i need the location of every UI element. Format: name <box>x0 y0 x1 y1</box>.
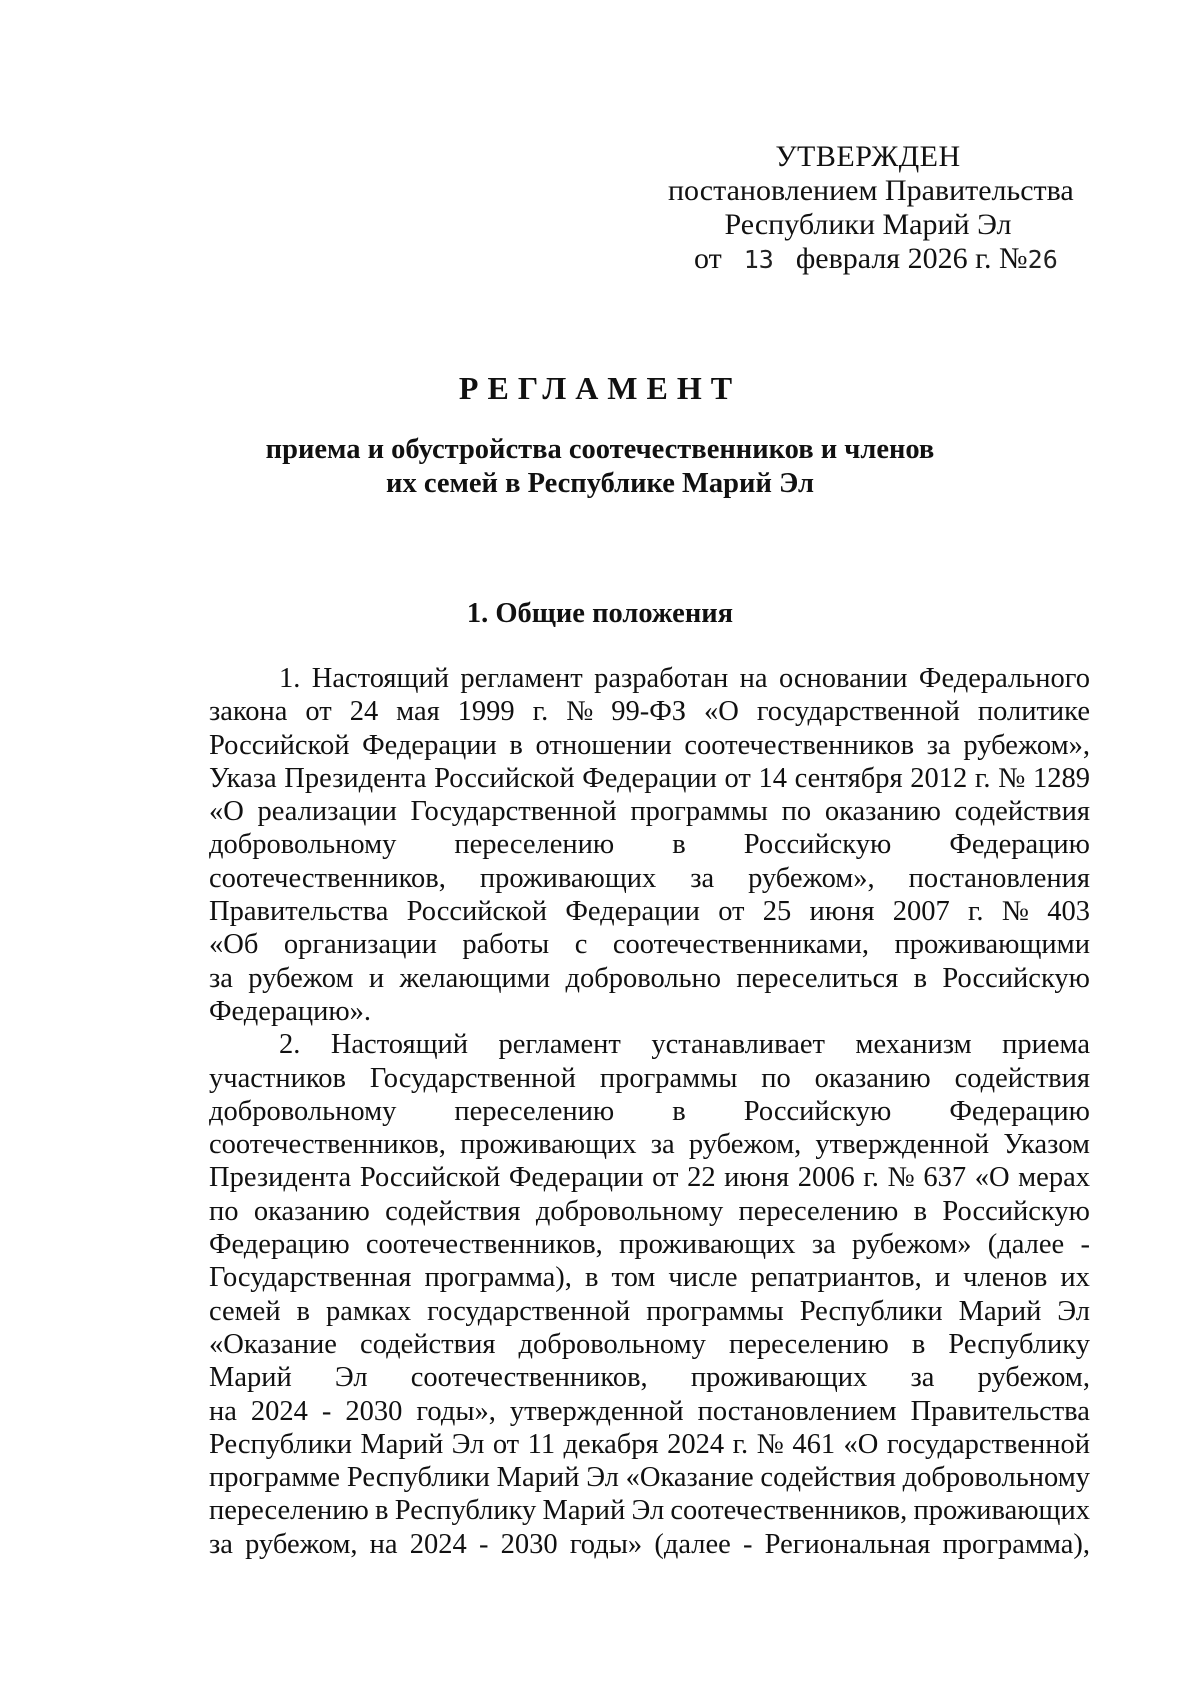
word: их <box>1060 1262 1090 1294</box>
subtitle-line-2: их семей в Республике Марий Эл <box>386 468 814 499</box>
word: Федерации <box>508 1162 644 1194</box>
paragraph1-line <box>209 828 1090 861</box>
document-number: 26 <box>1027 245 1058 274</box>
word: Российскую <box>942 1195 1090 1227</box>
paragraph1-line <box>209 729 1090 762</box>
word: программа), <box>942 1528 1090 1560</box>
word: членов <box>963 1262 1048 1294</box>
word: постановления <box>908 862 1090 894</box>
word: рубежом», <box>748 862 875 894</box>
word: желающими <box>399 962 551 994</box>
word: рубежом, <box>245 1528 358 1560</box>
word: г. <box>532 696 549 728</box>
section-heading: 1. Общие положения <box>466 598 734 629</box>
word: № <box>1001 896 1029 928</box>
word: Настоящий <box>330 1029 469 1061</box>
word: № <box>756 1428 784 1460</box>
paragraph1-line <box>209 695 1090 728</box>
word: в <box>911 1328 926 1360</box>
word: № <box>887 1162 915 1194</box>
date-prefix: от <box>694 242 722 275</box>
word: утвержденной <box>509 1395 684 1427</box>
word: в <box>296 1295 310 1327</box>
word: на <box>739 663 768 694</box>
word: программы <box>646 1295 784 1327</box>
word: переселению <box>454 1095 615 1127</box>
word: Федерацию <box>949 829 1090 861</box>
word: механизм <box>855 1029 972 1061</box>
word: проживающими <box>894 929 1090 961</box>
word: Указом <box>1003 1129 1090 1161</box>
word: содействия <box>954 1062 1090 1094</box>
word: 1. <box>279 663 301 694</box>
word: Региональная <box>764 1528 931 1560</box>
paragraph2-line <box>209 1461 1090 1494</box>
word: от <box>305 696 332 728</box>
word: добровольному <box>518 1328 706 1360</box>
word: проживающих <box>479 862 657 894</box>
paragraph1-line <box>209 662 1090 695</box>
word: Российской <box>359 1162 501 1194</box>
word: соотечественников <box>684 729 915 761</box>
word: 22 <box>687 1162 716 1194</box>
word: от <box>718 896 745 928</box>
word: 2024 <box>409 1528 467 1560</box>
word: 637 <box>923 1162 967 1194</box>
word: г. <box>732 1428 749 1460</box>
word: на <box>369 1528 398 1560</box>
word: в <box>672 1095 686 1127</box>
word: декабря <box>563 1428 659 1460</box>
word: за <box>811 1229 836 1261</box>
word: соотечественников, <box>209 862 446 894</box>
word: 1999 <box>457 696 515 728</box>
word: Российской <box>406 896 548 928</box>
word: добровольному <box>209 1095 397 1127</box>
word: июня <box>724 1162 790 1194</box>
word: переселиться <box>736 962 899 994</box>
word: соотечественников, <box>365 1229 603 1261</box>
word: за <box>650 1129 675 1161</box>
word: рубежом» <box>852 1229 972 1261</box>
word: 2030 <box>345 1395 403 1427</box>
word: Эл <box>334 1362 368 1394</box>
paragraph2-line <box>209 1228 1090 1261</box>
word: «О <box>843 1428 879 1460</box>
word: Президента <box>209 1162 352 1194</box>
word: «О <box>704 696 739 728</box>
word: в <box>913 1195 928 1227</box>
word: Республики <box>799 1295 943 1327</box>
word: регламент <box>498 1029 621 1061</box>
approved-label: УТВЕРЖДЕН <box>775 140 961 173</box>
word: «О <box>209 796 244 828</box>
document-title: РЕГЛАМЕНТ <box>458 370 742 406</box>
word: соотечественников, <box>209 1129 446 1161</box>
document-subtitle <box>0 433 1200 501</box>
word: г. <box>863 1162 879 1194</box>
word: Российской <box>434 762 575 794</box>
paragraph2-line <box>209 1261 1090 1294</box>
word: 2030 <box>500 1528 558 1560</box>
word: государственной <box>756 696 960 728</box>
word: на <box>209 1395 237 1427</box>
paragraph1-line <box>209 862 1090 895</box>
word: 25 <box>762 896 792 928</box>
word: переселению <box>738 1195 899 1227</box>
word: 14 <box>758 762 787 794</box>
word: Марий <box>496 1462 580 1494</box>
word: программе <box>209 1462 341 1494</box>
word: добровольно <box>565 962 722 994</box>
word: Настоящий <box>311 663 449 694</box>
word: 1289 <box>1032 762 1090 794</box>
word: Республики <box>346 1462 490 1494</box>
paragraph2-line <box>209 1295 1090 1328</box>
word: Федерации <box>565 896 700 928</box>
word: переселению <box>454 829 615 861</box>
word: рубежом, <box>688 1129 802 1161</box>
approval-line-2: Республики Марий Эл <box>724 208 1012 241</box>
word: оказанию <box>253 1195 370 1227</box>
word: 2006 <box>797 1162 855 1194</box>
paragraph2-line <box>209 1095 1090 1128</box>
word: Республику <box>948 1328 1090 1360</box>
word: Российскую <box>743 829 892 861</box>
paragraph1-line <box>209 795 1090 828</box>
word: г. <box>967 896 984 928</box>
word: (далее <box>654 1528 731 1560</box>
approval-date-line <box>668 242 1068 277</box>
word: по <box>209 1195 239 1227</box>
paragraph2-line <box>209 1328 1090 1361</box>
word: Государственной <box>369 1062 576 1094</box>
word: Марий <box>958 1295 1042 1327</box>
word: годы», <box>416 1395 496 1427</box>
word: приема <box>1002 1029 1090 1061</box>
word: государственной <box>427 1295 631 1327</box>
word: от <box>652 1162 679 1194</box>
word: Федерации <box>362 729 497 761</box>
word: добровольному <box>209 829 397 861</box>
paragraph1-line <box>209 928 1090 961</box>
word: участников <box>209 1062 346 1094</box>
word: Марий <box>542 1495 626 1527</box>
word: от <box>724 762 751 794</box>
word: и <box>934 1262 951 1294</box>
word: 2024 <box>250 1395 308 1427</box>
word: Президента <box>284 762 427 794</box>
approval-stamp <box>668 140 1074 277</box>
word: за <box>209 1528 233 1560</box>
word: июня <box>809 896 875 928</box>
word: содействия <box>360 1328 496 1360</box>
word: «Оказание <box>625 1462 754 1494</box>
word: закона <box>209 696 288 728</box>
word: постановлением <box>697 1395 897 1427</box>
word: переселению <box>728 1328 889 1360</box>
word: Марий <box>209 1362 292 1394</box>
word: 2024 <box>667 1428 725 1460</box>
subtitle-line-1: приема и обустройства соотечественников и членов <box>265 434 935 465</box>
paragraph2-line <box>209 1195 1090 1228</box>
word: проживающих <box>460 1129 637 1161</box>
word: за <box>690 862 715 894</box>
word: и <box>368 962 385 994</box>
word: Эл <box>451 1428 485 1460</box>
paragraph2-line <box>209 1161 1090 1194</box>
word: в <box>672 829 686 861</box>
word: 11 <box>527 1428 556 1460</box>
word: мая <box>396 696 440 728</box>
word: утвержденной <box>815 1129 990 1161</box>
word: числе <box>668 1262 738 1294</box>
word: Российскую <box>942 962 1090 994</box>
word: Указа <box>209 762 277 794</box>
word: рубежом, <box>977 1362 1090 1394</box>
word: по <box>761 1062 791 1094</box>
word: - <box>1080 1229 1090 1261</box>
paragraph1-line: Федерацию». <box>209 995 372 1027</box>
word: проживающих <box>619 1229 796 1261</box>
paragraph2-line <box>209 1361 1090 1394</box>
word: регламент <box>460 663 583 694</box>
word: «О <box>974 1162 1010 1194</box>
approval-line-1: постановлением Правительства <box>668 174 1074 207</box>
word: г. <box>974 762 991 794</box>
date-rest: февраля 2026 г. № <box>795 242 1028 275</box>
word: Федерального <box>918 663 1090 694</box>
word: Республику <box>394 1495 537 1527</box>
word: оказанию <box>814 1062 931 1094</box>
word: в <box>913 962 928 994</box>
word: Российской <box>209 729 350 761</box>
word: содействия <box>954 796 1090 828</box>
word: Государственной <box>410 796 617 828</box>
word: соотечественников, <box>410 1362 648 1394</box>
date-day: 13 <box>743 245 774 274</box>
word: 461 <box>792 1428 836 1460</box>
paragraph2-line <box>209 1062 1090 1095</box>
word: № <box>998 762 1026 794</box>
word: 2007 <box>892 896 950 928</box>
paragraph2-line <box>209 1395 1090 1428</box>
word: организации <box>283 929 437 961</box>
word: Федерации <box>582 762 717 794</box>
word: политике <box>977 696 1090 728</box>
word: добровольному <box>535 1195 724 1227</box>
word: переселению <box>209 1495 369 1527</box>
word: за <box>926 729 951 761</box>
word: реализации <box>257 796 397 828</box>
word: - <box>478 1528 489 1560</box>
word: Федерацию <box>209 1229 350 1261</box>
word: за <box>910 1362 935 1394</box>
word: № <box>566 696 594 728</box>
word: программы <box>630 796 768 828</box>
word: государственной <box>886 1428 1090 1460</box>
word: соотечественниками, <box>612 929 869 961</box>
word: программа), <box>424 1262 572 1294</box>
word: рубежом <box>248 962 354 994</box>
word: проживающих <box>690 1362 868 1394</box>
word: Эл <box>631 1495 665 1527</box>
word: рамках <box>325 1295 412 1327</box>
word: в <box>375 1495 389 1527</box>
word: том <box>611 1262 656 1294</box>
word: разработан <box>594 663 729 694</box>
paragraph1-line <box>209 895 1090 928</box>
paragraph1-line <box>209 962 1090 995</box>
word: Государственная <box>209 1262 412 1294</box>
word: 99-ФЗ <box>611 696 687 728</box>
word: 24 <box>349 696 379 728</box>
word: сентября <box>794 762 903 794</box>
word: добровольному <box>902 1462 1090 1494</box>
word: Российскую <box>743 1095 892 1127</box>
word: - <box>742 1528 753 1560</box>
word: Марий <box>360 1428 444 1460</box>
word: 403 <box>1047 896 1090 928</box>
word: программы <box>599 1062 738 1094</box>
word: основании <box>778 663 908 694</box>
word: за <box>209 962 233 994</box>
word: 2012 <box>910 762 968 794</box>
word: содействия <box>760 1462 896 1494</box>
word: 2. <box>279 1029 301 1061</box>
word: Федерацию <box>949 1095 1090 1127</box>
word: содействия <box>385 1195 521 1227</box>
word: Эл <box>586 1462 619 1494</box>
word: «Оказание <box>209 1328 337 1360</box>
body-text <box>209 662 1090 1561</box>
paragraph2-line <box>209 1428 1090 1461</box>
word: мерах <box>1018 1162 1090 1194</box>
word: проживающих <box>913 1495 1090 1527</box>
word: устанавливает <box>651 1029 825 1061</box>
paragraph1-line <box>209 762 1090 795</box>
word: рубежом», <box>963 729 1090 761</box>
word: от <box>492 1428 520 1460</box>
word: оказанию <box>824 796 941 828</box>
word: в <box>584 1262 599 1294</box>
paragraph2-line <box>209 1494 1090 1527</box>
paragraph2-line <box>209 1528 1090 1561</box>
word: по <box>781 796 812 828</box>
word: Республики <box>209 1428 352 1460</box>
word: работы <box>462 929 550 961</box>
word: годы» <box>569 1528 643 1560</box>
paragraph2-line <box>209 1028 1090 1061</box>
word: отношении <box>535 729 672 761</box>
word: Эл <box>1057 1295 1090 1327</box>
word: Правительства <box>910 1395 1090 1427</box>
word: с <box>574 929 588 961</box>
paragraph2-line <box>209 1128 1090 1161</box>
word: репатриантов, <box>750 1262 922 1294</box>
word: (далее <box>987 1229 1065 1261</box>
word: в <box>509 729 523 761</box>
word: - <box>321 1395 332 1427</box>
word: семей <box>209 1295 281 1327</box>
word: «Об <box>209 929 259 961</box>
word: Правительства <box>209 896 389 928</box>
word: соотечественников, <box>670 1495 908 1527</box>
